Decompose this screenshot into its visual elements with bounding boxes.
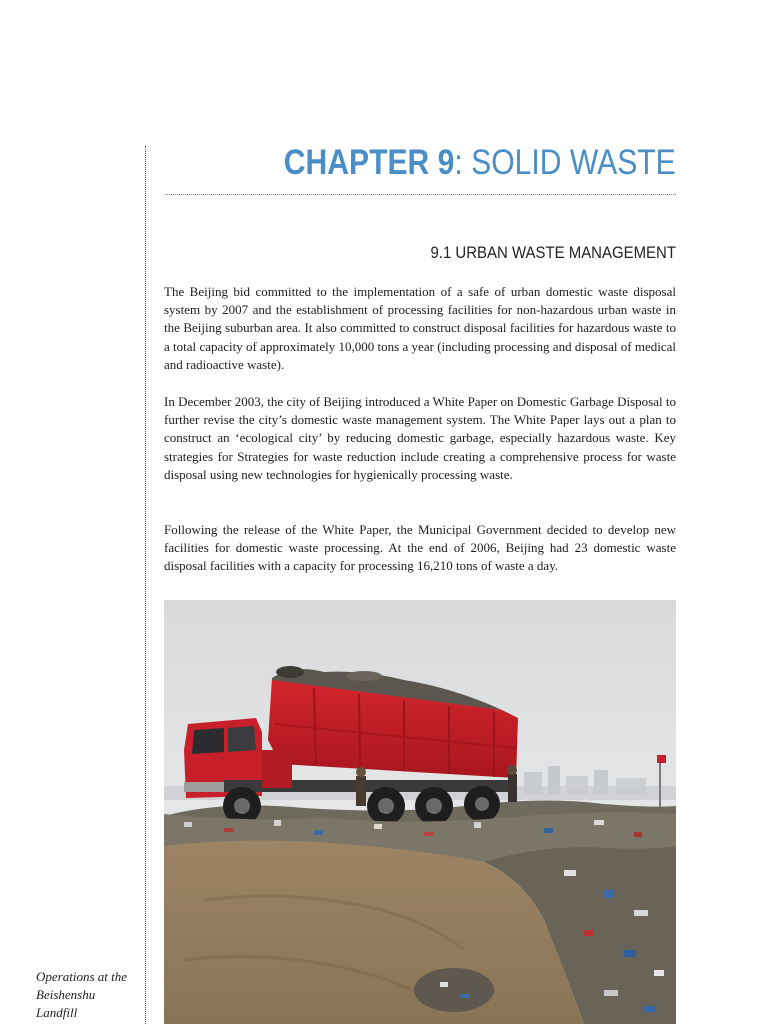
paragraph-3: Following the release of the White Paper, the Municipal Government decided to develop new facilities for domestic waste processing. At the end of 2006, Beijing had 23 domestic waste disposal facilities with a capacity for processing 16,210 tons of waste a day. bbox=[164, 522, 676, 574]
section-heading: 9.1 URBAN WASTE MANAGEMENT bbox=[430, 243, 676, 262]
paragraph-2: In December 2003, the city of Beijing introduced a White Paper on Domestic Garbage Disposal to further revise the city’s domestic waste management system. The White Paper lays out a plan to construct an ‘ecological city’ by reducing domestic garbage, especially hazardous waste. Key strategies for Strategies for waste reduction include creating a comprehensive process for waste disposal using new technologies for hygienically processing waste. bbox=[164, 394, 676, 482]
chapter-separator: : bbox=[454, 143, 464, 182]
chapter-name: SOLID WASTE bbox=[463, 143, 676, 182]
margin-divider bbox=[145, 146, 146, 1024]
chapter-label: CHAPTER 9 bbox=[284, 143, 455, 182]
landfill-photo bbox=[164, 600, 676, 1024]
paragraph-1: The Beijing bid committed to the implementation of a safe of urban domestic waste disposal system by 2007 and the establishment of processing facilities for non-hazardous urban waste in the Beijing suburban area. It also committed to construct disposal facilities for hazardous waste to a total capacity of approximately 10,000 tons a year (including processing and disposal of medical and radioactive waste). bbox=[164, 284, 676, 372]
title-divider bbox=[165, 194, 676, 195]
chapter-title bbox=[284, 142, 676, 184]
photo-caption: Operations at the Beishenshu Landfill bbox=[36, 969, 127, 1020]
